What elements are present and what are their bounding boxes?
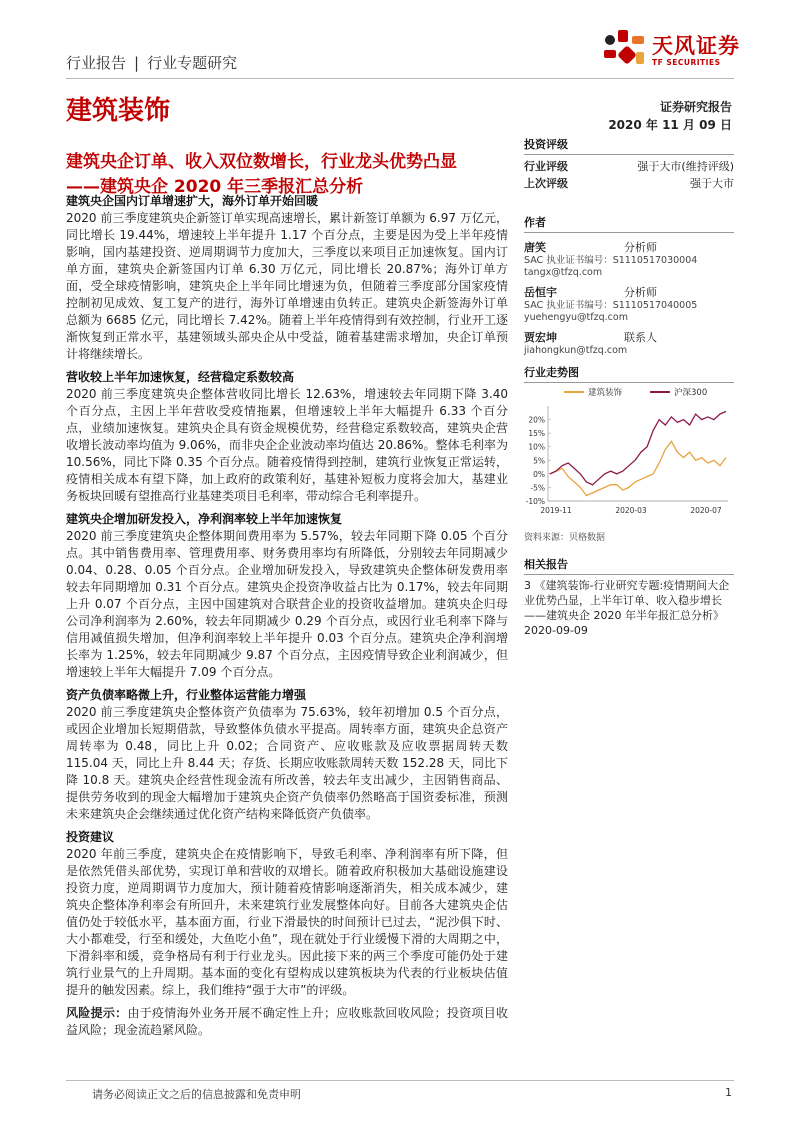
section-paragraph: 2020 前三季度建筑央企整体资产负债率为 75.63%，较年初增加 0.5 个百分点，或因企业增加长短期借款，导致整体负债水平提高。周转率方面，建筑央企总资产周转率为 0.48，同比上升 0.02；合同资产、应收账款及应收票据周转天数 115.04 天，同比上升 8.44 天；存货、长期应收账款周转天数 152.28 天，同比下降 10.8 天。建筑央企经营性现金流有所改善，较去年支出减少，主因销售商品、提供劳务收到的现金大幅增加于建筑央企资产负债率仍然略高于国资委标准，预测未来建筑央企会继续通过优化资产结构来降低资产负债率。 [66, 705, 508, 821]
rating-key: 上次评级 [524, 177, 568, 190]
author-email[interactable]: tangx@tfzq.com [524, 267, 603, 278]
author-role: 分析师 [624, 241, 657, 254]
logo-english: TF SECURITIES [652, 58, 721, 67]
x-tick-label: 2020-03 [615, 506, 647, 515]
series-line [550, 411, 726, 484]
legend-label: 沪深300 [674, 388, 708, 398]
section-heading: 营收较上半年加速恢复，经营稳定系数较高 [66, 370, 295, 384]
author-entry [524, 236, 734, 279]
section-heading: 建筑央企增加研发投入，净利润率较上半年加速恢复 [66, 512, 343, 526]
y-tick-label: 0% [533, 469, 545, 479]
subcategory-label: 行业专题研究 [147, 54, 238, 72]
risk-label: 风险提示： [66, 1006, 128, 1020]
section-paragraph: 2020 前三季度建筑央企整体期间费用率为 5.57%，较去年同期下降 0.05 个百分点。其中销售费用率、管理费用率、财务费用率均有所降低，分别较去年同期减少 0.04、0.28、0.05 个百分点。企业增加研发投入，导致建筑央企整体研发费用率较去年同期增加 0.31 个百分点。建筑央企投资净收益占比为 0.17%，较去年同期上升 0.07 个百分点，主因中国建筑对合联营企业的投资收益增加。建筑央企归母公司净利润率为 2.60%，较去年同期减少 0.29 个百分点，或因行业毛利率下降与信用减值损失增加，但净利润率较上半年提升 0.03 个百分点。建筑央企净利润增长率为 1.25%，较去年同期减少 9.87 个百分点，主因疫情导致企业利润减少，但增速较上半年大幅提升 7.09 个百分点。 [66, 529, 508, 679]
rating-row [524, 158, 734, 175]
author-role: 分析师 [624, 286, 657, 299]
author-email[interactable]: yuehengyu@tfzq.com [524, 312, 628, 323]
y-tick-label: -10% [525, 497, 545, 506]
section-heading: 投资建议 [66, 830, 115, 844]
section-heading: 建筑央企国内订单增速扩大，海外订单开始回暖 [66, 194, 319, 208]
report-date: 2020 年 11 月 09 日 [608, 118, 732, 132]
section-heading: 资产负债率略微上升，行业整体运营能力增强 [66, 688, 307, 702]
category-separator: | [134, 54, 140, 72]
x-tick-label: 2020-07 [690, 506, 722, 515]
author-name: 唐笑 [524, 241, 546, 254]
risk-text: 由于疫情海外业务开展不确定性上升；应收账款回收风险；投资项目收益风险；现金流趋紧风险。 [66, 1006, 508, 1037]
report-category [66, 52, 237, 73]
trend-header [524, 364, 734, 386]
logo-emblem-icon [598, 26, 648, 74]
logo-name: 天风证券 [652, 34, 740, 58]
trend-chart-svg [524, 384, 734, 519]
main-subtitle: ——建筑央企 2020 年三季报汇总分析 [66, 177, 364, 197]
report-body [66, 193, 508, 1045]
section-paragraph: 2020 前三季度建筑央企整体营收同比增长 12.63%，增速较去年同期下降 3.40 个百分点，主因上半年营收受疫情拖累，但增速较上半年大幅提升 6.33 个百分点，业绩加速恢复。建筑央企具有资金规模优势，经营稳定系数较高，建筑央企营收增长波动率均值为 9.06%，而非央企企业波动率均值达 20.86%。整体毛利率为 10.56%，同比下降 0.35 个百分点。随着疫情得到控制，建筑行业恢复正常运转，疫情相关成本有望下降，加上政府的政策利好，基建补短板力度将会加大，基建业务板块回暖有望推高行业基建类项目毛利率，带动综合毛利率提升。 [66, 387, 508, 503]
rating-value: 强于大市(维持评级) [637, 160, 734, 173]
report-type: 证券研究报告 [659, 100, 732, 114]
section-rnd [66, 511, 508, 681]
industry-title: 建筑装饰 [66, 96, 171, 126]
section-paragraph: 2020 前三季度建筑央企新签订单实现高速增长，累计新签订单额为 6.97 万亿元，同比增长 19.44%，增速较上半年提升 1.17 个百分点，主要是因为受上半年疫情影响，国内基建投资、逆周期调节力度加大，三季度以来项目正加速恢复。国内订单方面，建筑央企新签国内订单 6.30 万亿元，同比增长 20.87%；海外订单方面，受全球疫情影响，建筑央企上半年同比增速为负，但随着三季度部分国家疫情控制初见成效、复工复产的进行，海外订单增速由负转正。建筑央企新签海外订单总额为 6685 亿元，同比增长 7.42%。随着上半年疫情得到有效控制，行业开工逐渐恢复到正常水平，基建领域头部央企从中受益，随着基建需求增加，央企订单预计将继续增长。 [66, 211, 508, 361]
related-reports [524, 556, 734, 638]
author-entry [524, 281, 734, 324]
rating-row [524, 175, 734, 192]
footer-disclaimer: 请务必阅读正文之后的信息披露和免责申明 [92, 1088, 301, 1101]
x-tick-label: 2019-11 [540, 506, 572, 515]
rating-title: 投资评级 [524, 136, 734, 155]
author-cert: SAC 执业证书编号：S1110517040005 [524, 300, 698, 311]
author-email[interactable]: jiahongkun@tfzq.com [524, 345, 628, 356]
page-number: 1 [725, 1086, 732, 1099]
series-line [550, 441, 726, 495]
related-title: 相关报告 [524, 556, 734, 575]
section-orders [66, 193, 508, 363]
y-tick-label: 5% [533, 456, 545, 466]
y-tick-label: 10% [528, 442, 545, 452]
main-title: 建筑央企订单、收入双位数增长，行业龙头优势凸显 [66, 152, 457, 172]
section-paragraph: 2020 年前三季度，建筑央企在疫情影响下，导致毛利率、净利润率有所下降，但是依然凭借头部优势，实现订单和营收的双增长。随着政府积极加大基础设施建设投资力度，逆周期调节力度加大，预计随着疫情影响逐渐消失，相关成本减少，建筑央企整体净利率会有所回升，未来建筑行业发展整体向好。目前各大建筑央企估值仍处于较低水平，基本面方面，行业下滑最快的时间预计已过去，“泥沙俱下时、大小都难受，行至和缓处，大鱼吃小鱼”，现在就处于行业缓慢下滑的大周期之中，下滑斜率和缓，竞争格局有利于行业龙头。因此接下来的两三个季度可能仍处于建筑行业景气的上升周期。基本面的变化有望构成以建筑板块为代表的行业板块估值提升的触发因素。综上，我们维持“强于大市”的评级。 [66, 847, 508, 997]
section-debt [66, 687, 508, 823]
author-name: 岳恒宇 [524, 286, 557, 299]
header-divider [66, 78, 734, 79]
section-investment [66, 829, 508, 999]
risk-notice [66, 1005, 508, 1039]
rating-value: 强于大市 [690, 177, 734, 190]
sidebar [524, 136, 734, 357]
author-title: 作者 [524, 214, 734, 233]
related-report-item[interactable]: 3 《建筑装饰-行业研究专题:疫情期间大企业优势凸显，上半年订单、收入稳步增长——建筑央企 2020 年半年报汇总分析》2020-09-09 [524, 579, 730, 637]
author-entry [524, 326, 734, 357]
footer-divider [66, 1080, 734, 1081]
author-role: 联系人 [624, 331, 657, 344]
section-revenue [66, 369, 508, 505]
category-label: 行业报告 [66, 54, 127, 72]
rating-key: 行业评级 [524, 160, 568, 173]
y-tick-label: -5% [530, 483, 545, 493]
y-tick-label: 15% [528, 429, 545, 439]
chart-source: 资料来源：贝格数据 [524, 533, 606, 543]
trend-title: 行业走势图 [524, 364, 734, 383]
legend-label: 建筑装饰 [588, 388, 623, 398]
author-cert: SAC 执业证书编号：S1110517030004 [524, 255, 698, 266]
trend-chart [524, 384, 734, 519]
y-tick-label: 20% [528, 415, 545, 425]
author-name: 贾宏坤 [524, 331, 557, 344]
